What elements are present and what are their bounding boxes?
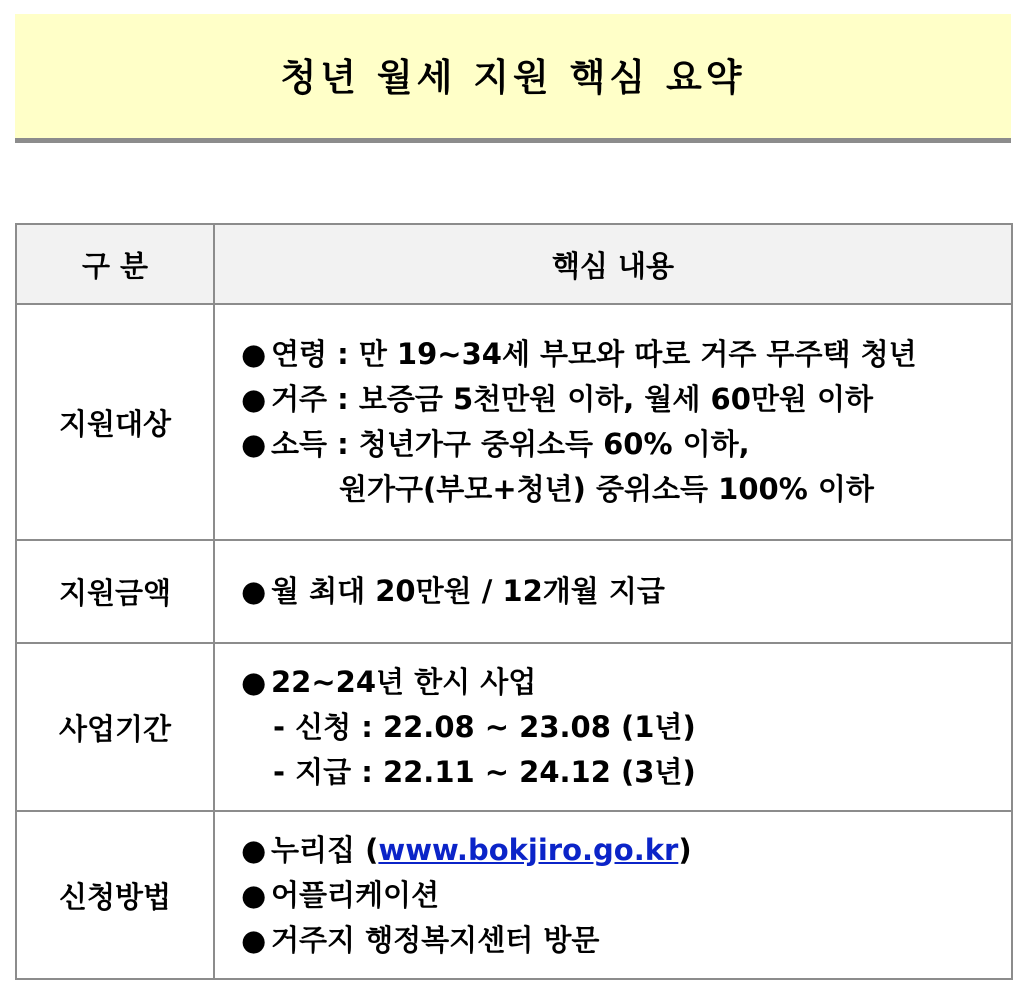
list-item-text: 어플리케이션	[271, 877, 440, 912]
bullet-icon: ●	[241, 832, 267, 867]
table-header-row	[16, 224, 1012, 304]
list-item-text: 소득 : 청년가구 중위소득 60% 이하,	[271, 427, 750, 461]
list-item-text: 연령 : 만 19~34세 부모와 따로 거주 무주택 청년	[271, 337, 917, 371]
sub-list-item	[241, 750, 1011, 795]
title-banner	[15, 14, 1011, 143]
row-content-eligibility	[214, 304, 1012, 540]
list-item-text: 거주지 행정복지센터 방문	[271, 922, 600, 957]
list-item-text: 원가구(부모+청년) 중위소득 100% 이하	[339, 472, 874, 506]
bullet-icon: ●	[241, 922, 267, 957]
list-item	[241, 828, 1011, 873]
bullet-icon: ●	[241, 877, 267, 912]
list-item-text: 22~24년 한시 사업	[271, 664, 537, 699]
bullet-icon: ●	[241, 427, 267, 461]
list-item	[241, 918, 1011, 963]
sub-list-item	[241, 705, 1011, 750]
row-content-period	[214, 643, 1012, 811]
page-title: 청년 월세 지원 핵심 요약	[280, 56, 746, 99]
header-content: 핵심 내용	[214, 224, 1012, 304]
row-content-amount	[214, 540, 1012, 643]
table-row	[16, 811, 1012, 979]
list-item-text: - 신청 : 22.08 ~ 23.08 (1년)	[273, 709, 696, 744]
table-row	[16, 540, 1012, 643]
bokjiro-link[interactable]: www.bokjiro.go.kr	[378, 832, 679, 867]
list-item-continuation	[241, 467, 1011, 512]
list-item	[241, 422, 1011, 467]
list-item	[241, 660, 1011, 705]
list-item-text: 거주 : 보증금 5천만원 이하, 월세 60만원 이하	[271, 382, 874, 416]
bullet-icon: ●	[241, 574, 267, 608]
list-item	[241, 377, 1011, 422]
row-label-amount: 지원금액	[16, 540, 214, 643]
row-label-period: 사업기간	[16, 643, 214, 811]
table-row	[16, 304, 1012, 540]
list-item	[241, 569, 1011, 614]
row-content-application	[214, 811, 1012, 979]
bullet-icon: ●	[241, 337, 267, 371]
list-item-text: 누리집 (	[271, 832, 379, 867]
list-item-text: )	[678, 832, 692, 867]
summary-table	[15, 223, 1013, 980]
row-label-eligibility: 지원대상	[16, 304, 214, 540]
list-item-text: 월 최대 20만원 / 12개월 지급	[271, 574, 665, 608]
table-row	[16, 643, 1012, 811]
list-item	[241, 873, 1011, 918]
bullet-icon: ●	[241, 382, 267, 416]
list-item-text: - 지급 : 22.11 ~ 24.12 (3년)	[273, 754, 696, 789]
row-label-application: 신청방법	[16, 811, 214, 979]
bullet-icon: ●	[241, 664, 267, 699]
list-item	[241, 332, 1011, 377]
header-category: 구 분	[16, 224, 214, 304]
